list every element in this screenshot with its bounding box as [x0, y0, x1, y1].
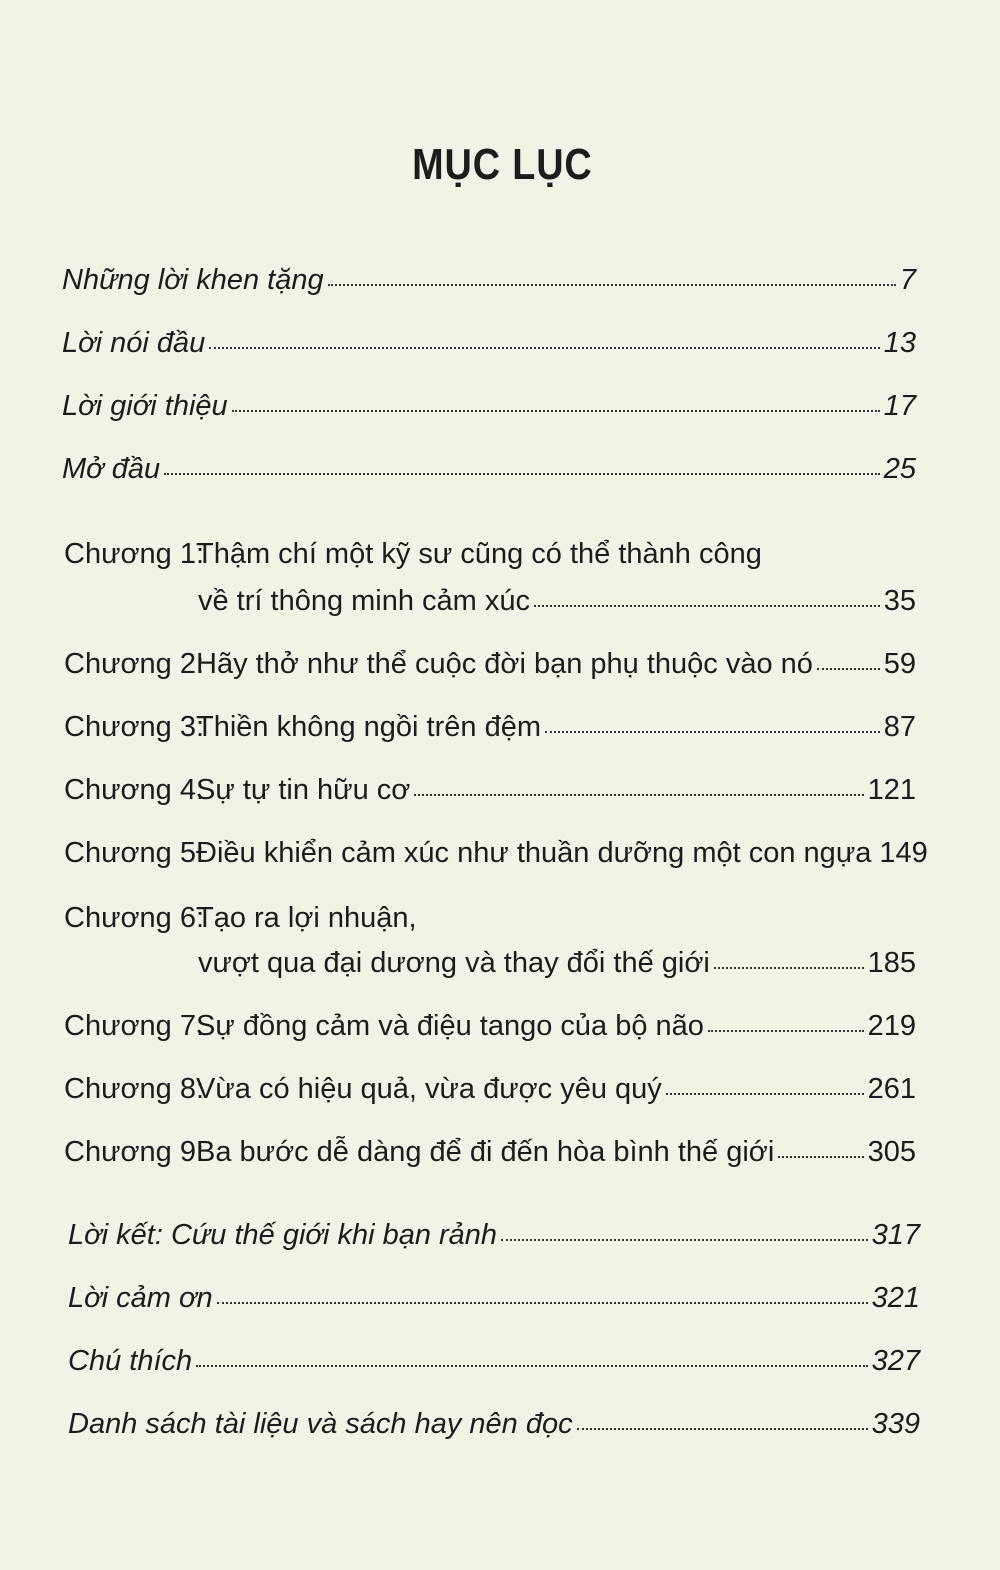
toc-chapter-1[interactable] — [198, 583, 916, 619]
entry-label: Mở đầu — [62, 453, 161, 485]
entry-label: Lời giới thiệu — [62, 390, 228, 422]
leader-dots — [414, 794, 863, 796]
leader-dots — [817, 668, 880, 670]
entry-page: 121 — [867, 774, 916, 806]
toc-chapter-3[interactable] — [64, 709, 916, 745]
entry-page: 35 — [883, 585, 916, 617]
chapter-title: Thiền không ngồi trên đệm — [196, 711, 541, 743]
leader-dots — [708, 1030, 864, 1032]
entry-page: 339 — [871, 1408, 920, 1440]
entry-page: 87 — [883, 711, 916, 743]
chapter-prefix: Chương 2: — [64, 648, 205, 680]
toc-entry-front-2[interactable] — [62, 325, 916, 361]
entry-label: Lời cảm ơn — [68, 1282, 213, 1314]
toc-chapter-9[interactable] — [64, 1134, 916, 1170]
chapter-title: Vừa có hiệu quả, vừa được yêu quý — [196, 1073, 662, 1105]
chapter-title: Hãy thở như thể cuộc đời bạn phụ thuộc vào nó — [196, 648, 813, 680]
entry-page: 317 — [871, 1219, 920, 1251]
toc-entry-front-1[interactable] — [62, 262, 916, 298]
entry-label: Lời nói đầu — [62, 327, 206, 359]
entry-page: 25 — [883, 453, 916, 485]
toc-chapter-8[interactable] — [64, 1071, 916, 1107]
toc-chapter-6-head[interactable] — [64, 900, 417, 936]
leader-dots — [714, 967, 864, 969]
toc-chapter-2[interactable] — [64, 646, 916, 682]
leader-dots — [778, 1156, 863, 1158]
chapter-prefix: Chương 1: — [64, 538, 205, 570]
leader-dots — [501, 1239, 868, 1241]
entry-page: 149 — [879, 837, 928, 869]
leader-dots — [209, 347, 879, 349]
entry-page: 185 — [867, 947, 916, 979]
entry-label: Những lời khen tặng — [62, 264, 324, 296]
entry-page: 327 — [871, 1345, 920, 1377]
entry-page: 321 — [871, 1282, 920, 1314]
chapter-title-cont: vượt qua đại dương và thay đổi thế giới — [198, 947, 710, 979]
chapter-prefix: Chương 3: — [64, 711, 205, 743]
chapter-prefix: Chương 5: — [64, 837, 205, 869]
chapter-title: Điều khiển cảm xúc như thuần dưỡng một con ngựa — [196, 837, 872, 869]
entry-label: Lời kết: Cứu thế giới khi bạn rảnh — [68, 1219, 498, 1251]
entry-label: Danh sách tài liệu và sách hay nên đọc — [68, 1408, 573, 1440]
chapter-title: Tạo ra lợi nhuận, — [196, 902, 417, 934]
entry-page: 261 — [867, 1073, 916, 1105]
toc-entry-front-4[interactable] — [62, 451, 916, 487]
chapter-title: Ba bước dễ dàng để đi đến hòa bình thế giới — [196, 1136, 775, 1168]
chapter-prefix: Chương 9: — [64, 1136, 205, 1168]
entry-page: 7 — [899, 264, 916, 296]
toc-entry-back-2[interactable] — [68, 1280, 920, 1316]
toc-entry-back-4[interactable] — [68, 1406, 920, 1442]
toc-entry-back-3[interactable] — [68, 1343, 920, 1379]
entry-label: Chú thích — [68, 1345, 193, 1377]
toc-entry-back-1[interactable] — [68, 1217, 920, 1253]
leader-dots — [164, 473, 880, 475]
chapter-title: Sự đồng cảm và điệu tango của bộ não — [196, 1010, 704, 1042]
toc-chapter-5[interactable] — [64, 835, 928, 871]
toc-chapter-7[interactable] — [64, 1008, 916, 1044]
leader-dots — [534, 605, 880, 607]
chapter-prefix: Chương 4: — [64, 774, 205, 806]
entry-page: 219 — [867, 1010, 916, 1042]
toc-chapter-1-head[interactable] — [64, 536, 762, 572]
toc-entry-front-3[interactable] — [62, 388, 916, 424]
chapter-title: Sự tự tin hữu cơ — [196, 774, 411, 806]
chapter-prefix: Chương 7: — [64, 1010, 205, 1042]
leader-dots — [545, 731, 880, 733]
leader-dots — [217, 1302, 868, 1304]
leader-dots — [328, 284, 896, 286]
leader-dots — [196, 1365, 867, 1367]
entry-page: 17 — [883, 390, 916, 422]
entry-page: 13 — [883, 327, 916, 359]
chapter-title: Thậm chí một kỹ sư cũng có thể thành công — [196, 538, 762, 570]
leader-dots — [577, 1428, 868, 1430]
chapter-prefix: Chương 8: — [64, 1073, 205, 1105]
leader-dots — [232, 410, 880, 412]
leader-dots — [666, 1093, 864, 1095]
chapter-prefix: Chương 6: — [64, 902, 205, 934]
entry-page: 305 — [867, 1136, 916, 1168]
page-title: MỤC LỤC — [412, 140, 593, 189]
toc-chapter-6[interactable] — [198, 945, 916, 981]
toc-chapter-4[interactable] — [64, 772, 916, 808]
entry-page: 59 — [883, 648, 916, 680]
chapter-title-cont: về trí thông minh cảm xúc — [198, 585, 531, 617]
